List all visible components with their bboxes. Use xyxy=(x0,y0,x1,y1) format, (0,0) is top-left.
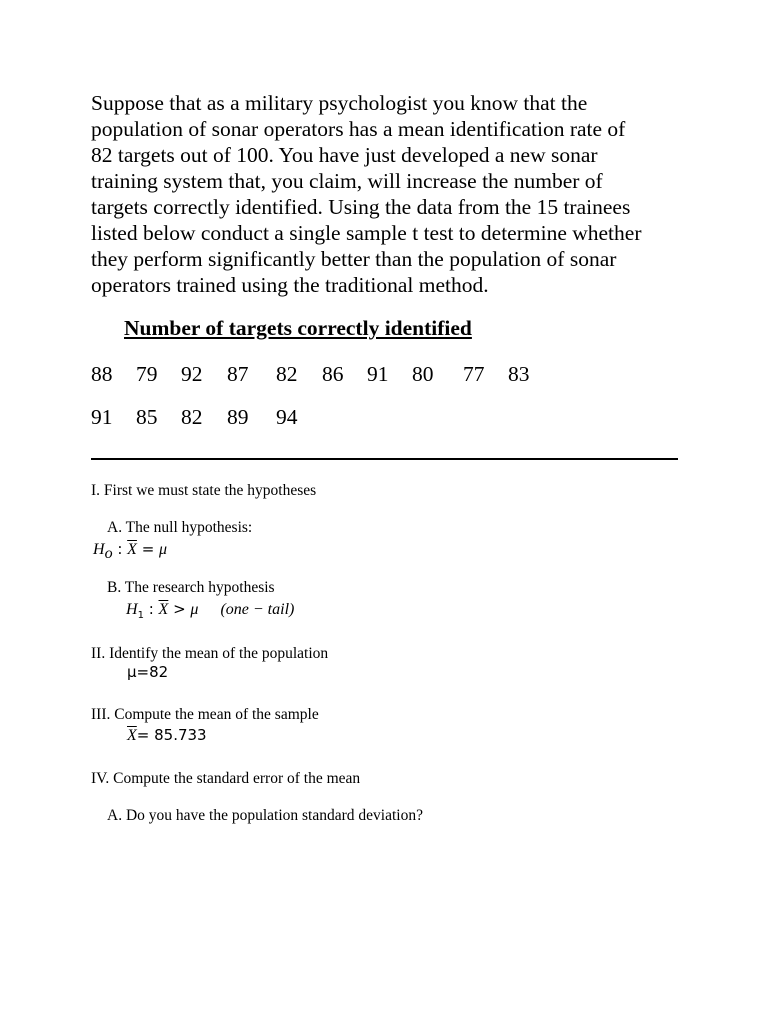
research-hypothesis-formula: $H_1$ : $\overline{X} > \mu$ (one − tail) xyxy=(126,600,295,621)
score-value: 85 xyxy=(136,405,158,429)
score-value: 91 xyxy=(91,405,113,429)
step-iii-heading: III. Compute the mean of the sample xyxy=(91,706,319,723)
step-ii-heading: II. Identify the mean of the population xyxy=(91,645,329,662)
intro-line: Suppose that as a military psychologist you know that the xyxy=(91,91,588,115)
null-hypothesis-formula: $H_o$ : $\overline{X} = \mu$ xyxy=(93,540,168,562)
population-mean-formula: μ=82 xyxy=(127,663,169,681)
score-value: 79 xyxy=(136,362,158,386)
step-i-heading: I. First we must state the hypotheses xyxy=(91,482,317,499)
score-value: 77 xyxy=(463,362,485,386)
intro-line: population of sonar operators has a mean identification rate of xyxy=(91,117,626,141)
data-table-title: Number of targets correctly identified xyxy=(124,316,472,340)
score-value: 80 xyxy=(412,362,434,386)
score-value: 91 xyxy=(367,362,389,386)
score-value: 89 xyxy=(227,405,249,429)
null-hypothesis-label: A. The null hypothesis: xyxy=(107,519,253,536)
intro-line: 82 targets out of 100. You have just developed a new sonar xyxy=(91,143,598,167)
intro-line: listed below conduct a single sample t test to determine whether xyxy=(91,221,642,245)
intro-line: training system that, you claim, will increase the number of xyxy=(91,169,603,193)
score-value: 94 xyxy=(276,405,298,429)
section-divider xyxy=(91,458,678,460)
population-sd-question: A. Do you have the population standard deviation? xyxy=(107,807,423,824)
score-value: 88 xyxy=(91,362,113,386)
score-value: 86 xyxy=(322,362,344,386)
research-hypothesis-label: B. The research hypothesis xyxy=(107,579,275,596)
score-value: 92 xyxy=(181,362,203,386)
intro-line: operators trained using the traditional method. xyxy=(91,273,489,297)
intro-line: they perform significantly better than the population of sonar xyxy=(91,247,617,271)
intro-line: targets correctly identified. Using the data from the 15 trainees xyxy=(91,195,631,219)
score-value: 82 xyxy=(181,405,203,429)
sample-mean-formula: $\overline{X}= 85.733$ xyxy=(127,726,207,744)
score-value: 83 xyxy=(508,362,530,386)
step-iv-heading: IV. Compute the standard error of the mean xyxy=(91,770,361,787)
score-value: 87 xyxy=(227,362,249,386)
score-value: 82 xyxy=(276,362,298,386)
problem-statement xyxy=(91,90,691,298)
